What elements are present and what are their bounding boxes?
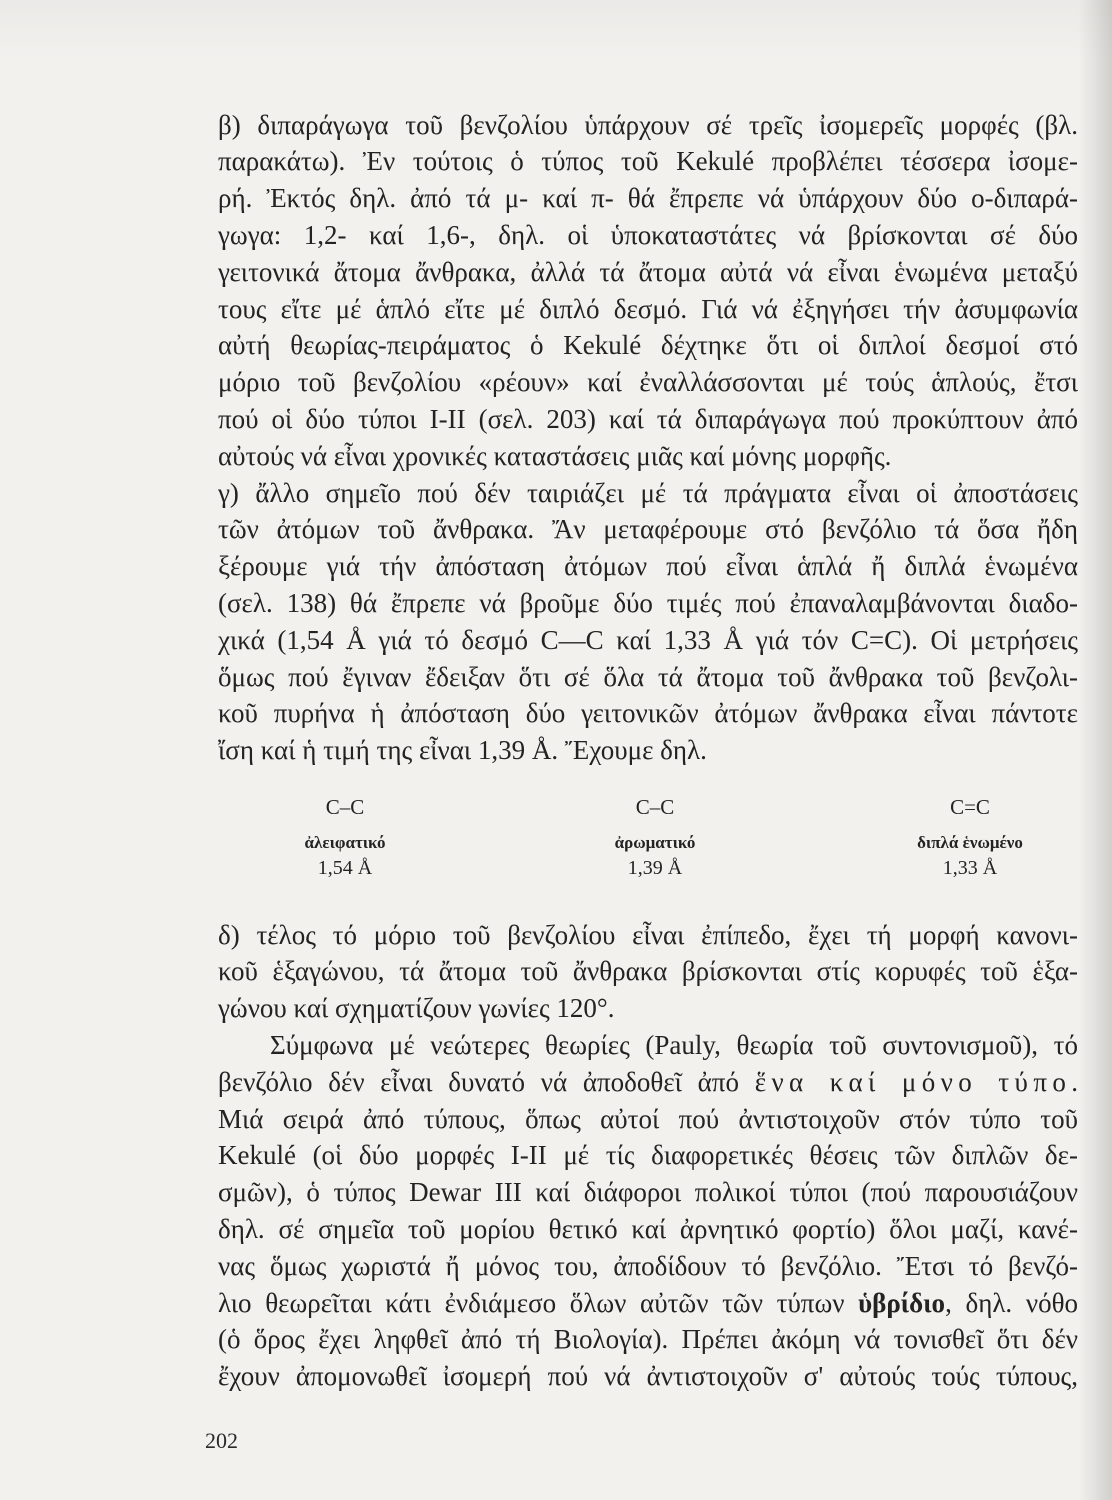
text-line: ἔχουν ἀπομονωθεῖ ἰσομερή πού νά ἀντιστοιχοῦν σ' αὐτούς τούς τύπους, xyxy=(218,1361,1078,1392)
text-line: δ) τέλος τό μόριο τοῦ βενζολίου εἶναι ἐπίπεδο, ἔχει τή μορφή κανονι- xyxy=(218,919,1078,950)
text-line: πού οἱ δύο τύποι I-II (σελ. 203) καί τά διπαράγωγα πού προκύπτουν ἀπό xyxy=(218,403,1078,434)
text-block-lower xyxy=(218,917,1078,1395)
text-line: παρακάτω). Ἐν τούτοις ὁ τύπος τοῦ Kekulé προβλέπει τέσσερα ἰσομε- xyxy=(218,146,1078,177)
text-line: ξέρουμε γιά τήν ἀπόσταση ἀτόμων πού εἶναι ἁπλά ἤ διπλά ἑνωμένα xyxy=(218,551,1078,582)
text-segment: . xyxy=(1071,1066,1078,1097)
bond-column-aliphatic xyxy=(225,794,465,884)
bond-type: ἀλειφατικό xyxy=(304,833,386,852)
paragraph-resonance xyxy=(218,1027,1078,1395)
text-line: δηλ. σέ σημεῖα τοῦ μορίου θετικό καί ἀρνητικό φορτίο) ὅλοι μαζί, κανέ- xyxy=(218,1213,1078,1244)
text-line: γειτονικά ἄτομα ἄνθρακα, ἀλλά τά ἄτομα αὐτά νά εἶναι ἑνωμένα μεταξύ xyxy=(218,256,1078,287)
text-line: αὐτή θεωρίας-πειράματος ὁ Kekulé δέχτηκε ὅτι οἱ διπλοί δεσμοί στό xyxy=(218,330,1078,361)
text-line: Μιά σειρά ἀπό τύπους, ὅπως αὐτοί πού ἀντιστοιχοῦν στόν τύπο τοῦ xyxy=(218,1103,1078,1134)
text-line: β) διπαράγωγα τοῦ βενζολίου ὑπάρχουν σέ τρεῖς ἰσομερεῖς μορφές (βλ. xyxy=(218,109,1078,140)
text-segment: λιο θεωρεῖται κάτι ἐνδιάμεσο ὅλων αὐτῶν τῶν τύπων xyxy=(218,1287,859,1318)
text-line: κοῦ πυρήνα ἡ ἀπόσταση δύο γειτονικῶν ἀτόμων ἄνθρακα εἶναι πάντοτε xyxy=(218,698,1078,729)
text-line: ὅμως πού ἔγιναν ἔδειξαν ὅτι σέ ὅλα τά ἄτομα τοῦ ἄνθρακα τοῦ βενζολι- xyxy=(218,661,1078,692)
text-line: μόριο τοῦ βενζολίου «ρέουν» καί ἐναλλάσσονται μέ τούς ἁπλούς, ἔτσι xyxy=(218,367,1078,398)
text-line: ρή. Ἐκτός δηλ. ἀπό τά μ- καί π- θά ἔπρεπε νά ὑπάρχουν δύο ο-διπαρά- xyxy=(218,183,1078,214)
text-line: Σύμφωνα μέ νεώτερες θεωρίες (Pauly, θεωρία τοῦ συντονισμοῦ), τό xyxy=(270,1029,1078,1060)
bond-column-aromatic xyxy=(535,794,775,884)
text-line: αὐτούς νά εἶναι χρονικές καταστάσεις μιᾶς καί μόνης μορφῆς. xyxy=(218,440,892,471)
text-line xyxy=(218,1064,1078,1101)
bond-formula: C–C xyxy=(325,795,365,819)
text-line: κοῦ ἑξαγώνου, τά ἄτομα τοῦ ἄνθρακα βρίσκονται στίς κορυφές τοῦ ἑξα- xyxy=(218,956,1078,987)
text-line: γωγα: 1,2- καί 1,6-, δηλ. οἱ ὑποκαταστάτες νά βρίσκονται σέ δύο xyxy=(218,219,1078,250)
text-block-upper xyxy=(218,107,1078,769)
bond-type: διπλά ἑνωμένο xyxy=(917,833,1023,852)
text-line: (ὁ ὅρος ἔχει ληφθεῖ ἀπό τή Βιολογία). Πρέπει ἀκόμη νά τονισθεῖ ὅτι δέν xyxy=(218,1324,1078,1355)
bond-length: 1,54 Å xyxy=(317,857,373,879)
bond-length-table xyxy=(0,794,1112,884)
page-edge-shadow xyxy=(1078,0,1112,1500)
bond-formula: C=C xyxy=(950,795,990,819)
page-number: 202 xyxy=(205,1428,238,1453)
bond-type: ἀρωματικό xyxy=(614,833,696,852)
paragraph-d xyxy=(218,917,1078,1027)
text-segment: βενζόλιο δέν εἶναι δυνατό νά ἀποδοθεῖ ἀπό xyxy=(218,1066,755,1097)
text-line: γ) ἄλλο σημεῖο πού δέν ταιριάζει μέ τά πράγματα εἶναι οἱ ἀποστάσεις xyxy=(218,477,1078,508)
scan-shading xyxy=(0,0,1112,60)
bond-length: 1,39 Å xyxy=(627,857,683,879)
bond-column-double xyxy=(850,794,1090,884)
text-line: (σελ. 138) θά ἔπρεπε νά βροῦμε δύο τιμές πού ἐπαναλαμβάνονται διαδο- xyxy=(218,587,1078,618)
text-line: ἴση καί ἡ τιμή της εἶναι 1,39 Å. Ἔχουμε δηλ. xyxy=(218,735,707,766)
text-line: νας ὅμως χωριστά ἤ μόνος του, ἀποδίδουν τό βενζόλιο. Ἔτσι τό βενζό- xyxy=(218,1250,1078,1281)
text-segment: , δηλ. νόθο xyxy=(945,1287,1078,1318)
text-line: γώνου καί σχηματίζουν γωνίες 120°. xyxy=(218,993,615,1024)
text-line: τῶν ἀτόμων τοῦ ἄνθρακα. Ἄν μεταφέρουμε στό βενζόλιο τά ὅσα ἤδη xyxy=(218,514,1078,545)
text-line: τους εἴτε μέ ἁπλό εἴτε μέ διπλό δεσμό. Γιά νά ἐξηγήσει τήν ἀσυμφωνία xyxy=(218,293,1078,324)
emphasized-spaced-text: ἕνα καί μόνο τύπο xyxy=(754,1066,1072,1097)
paragraph-c xyxy=(218,475,1078,769)
bond-formula: C–C xyxy=(635,795,675,819)
paragraph-b xyxy=(218,107,1078,475)
text-line: σμῶν), ὁ τύπος Dewar III καί διάφοροι πολικοί τύποι (πού παρουσιάζουν xyxy=(218,1177,1078,1208)
bold-term: ὑβρίδιο xyxy=(858,1287,946,1318)
bond-length: 1,33 Å xyxy=(942,857,998,879)
text-line xyxy=(218,1285,1078,1322)
text-line: Kekulé (οἱ δύο μορφές I-II μέ τίς διαφορετικές θέσεις τῶν διπλῶν δε- xyxy=(218,1140,1078,1171)
text-line: χικά (1,54 Å γιά τό δεσμό C—C καί 1,33 Å γιά τόν C=C). Οἱ μετρήσεις xyxy=(218,624,1078,655)
